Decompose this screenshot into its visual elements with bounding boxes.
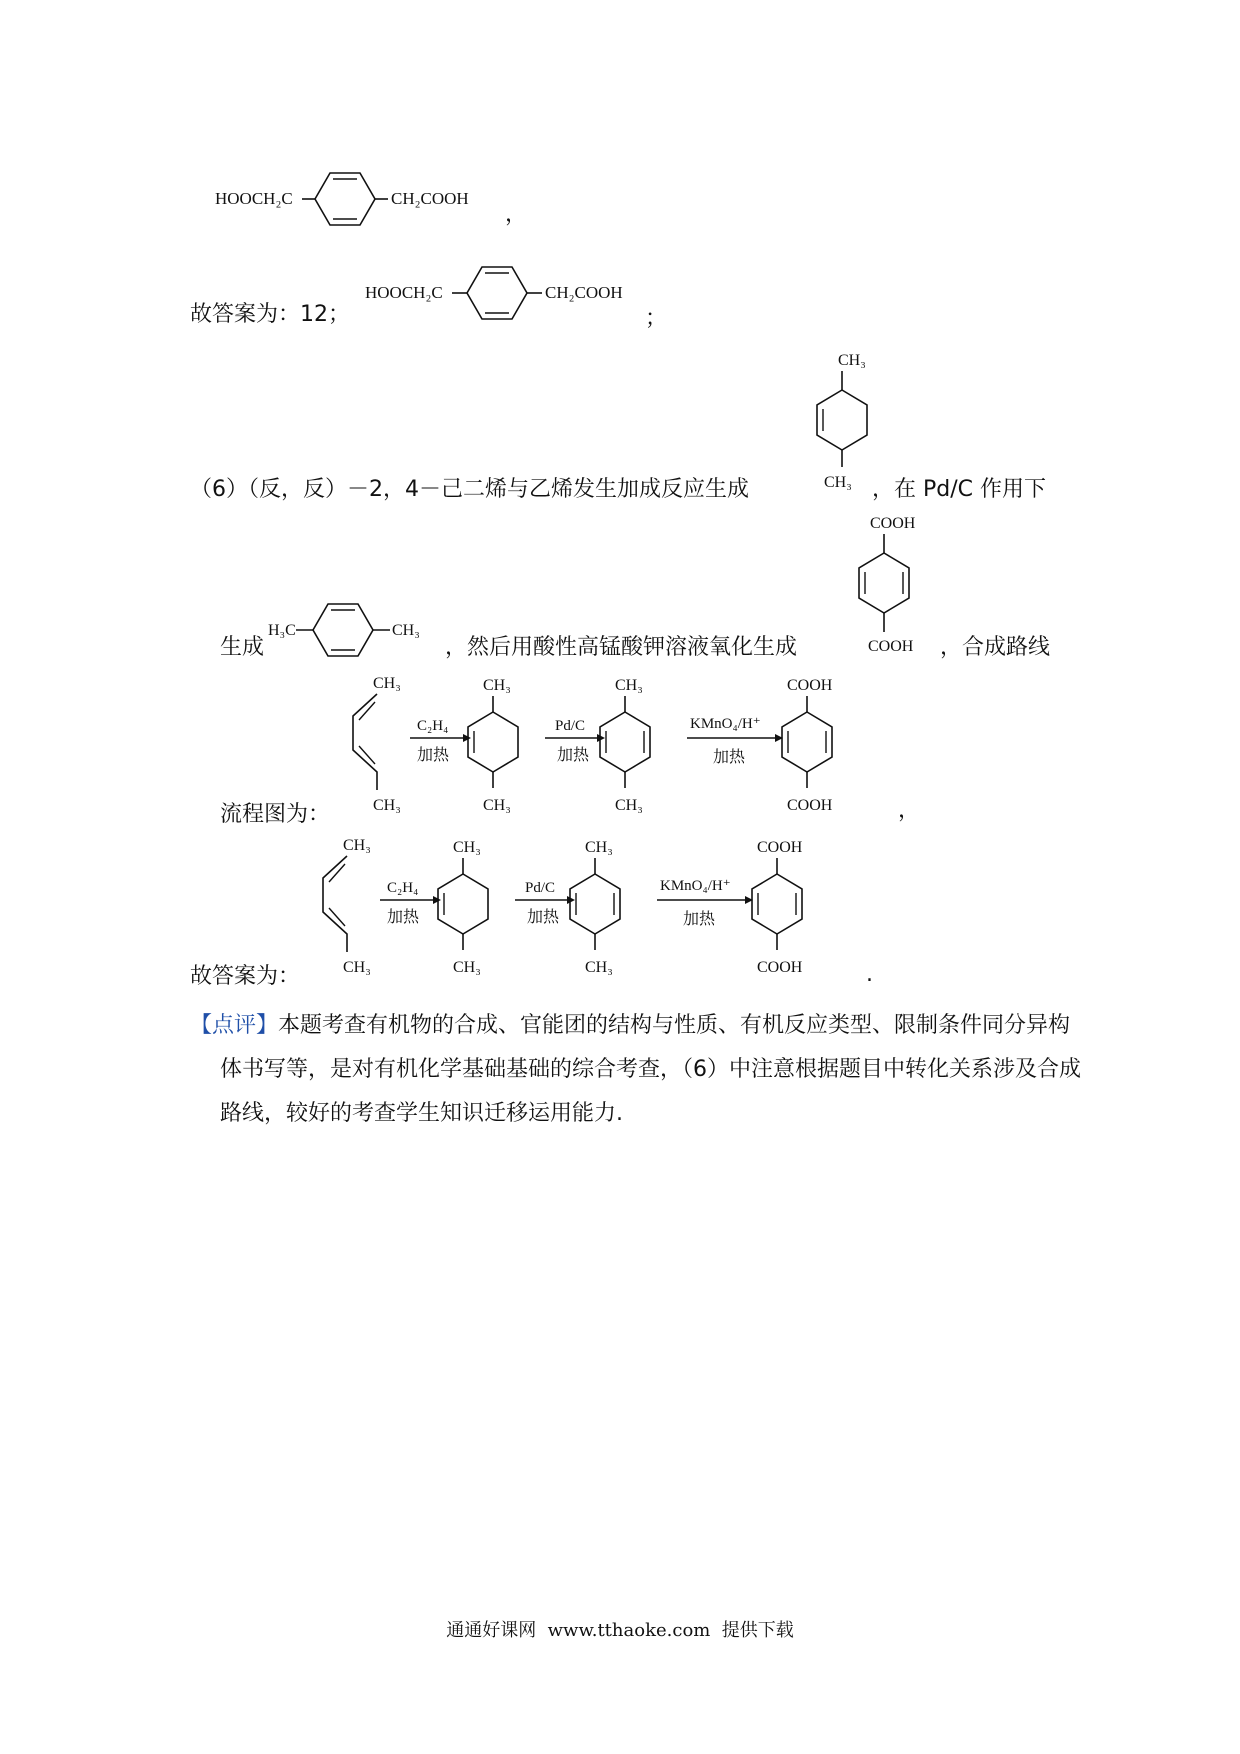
terephthalic-acid-structure <box>752 839 803 976</box>
condition-heat: 加热 <box>683 911 716 928</box>
hexadiene-structure <box>353 675 401 814</box>
answer2-prefix: 故答案为： <box>190 964 301 989</box>
flow-end: ， <box>898 798 921 823</box>
methyl-bottom-label: CH₃ <box>343 959 371 976</box>
diacid-structure <box>215 160 515 230</box>
comment-tag: 【点评】 <box>190 1013 279 1038</box>
reagent-pdc: Pd/C <box>525 880 556 896</box>
methyl-top-label: CH₃ <box>585 839 613 856</box>
diacid-structure-answer <box>365 262 668 332</box>
comment-paragraph <box>190 1004 1090 1136</box>
methyl-top-label: CH₃ <box>343 837 371 854</box>
gen-prefix: 生成 <box>220 635 265 660</box>
cooh-bottom-label: COOH <box>787 797 833 814</box>
methyl-right-label: CH₃ <box>392 622 420 639</box>
hexadiene-structure <box>323 837 371 976</box>
q6-text-start: （6）（反，反）－2，4－己二烯与乙烯发生加成反应生成 <box>190 477 749 502</box>
cooh-top-label: COOH <box>870 515 916 532</box>
gen-text-mid: ，然后用酸性高锰酸钾溶液氧化生成 <box>445 635 798 660</box>
condition-heat: 加热 <box>387 909 420 926</box>
condition-heat: 加热 <box>713 749 746 766</box>
synthesis-route-2 <box>305 830 905 995</box>
methyl-top-label: CH₃ <box>483 677 511 694</box>
p-xylene-structure <box>600 677 650 814</box>
answer2-end: . <box>866 962 873 987</box>
reagent-pdc: Pd/C <box>555 718 586 734</box>
methyl-left-label: H₃C <box>268 622 296 639</box>
methyl-top-label: CH₃ <box>838 352 866 369</box>
comma: ， <box>505 202 528 227</box>
reagent-c2h4: C₂H₄ <box>387 880 419 896</box>
cooh-top-label: COOH <box>787 677 833 694</box>
synthesis-route-1 <box>335 668 935 833</box>
condition-heat: 加热 <box>557 747 590 764</box>
answer-prefix: 故答案为：12； <box>190 302 350 327</box>
methyl-bottom-label: CH₃ <box>824 474 852 491</box>
dimethylcyclohexene-structure <box>438 839 488 976</box>
methyl-top-label: CH₃ <box>373 675 401 692</box>
diacid-left-label: HOOCH₂C <box>215 189 293 208</box>
reagent-c2h4: C₂H₄ <box>417 718 449 734</box>
comment-text: 本题考查有机物的合成、官能团的结构与性质、有机反应类型、限制条件同分异构体书写等，是对有机化学基础基础的综合考查，（6）中注意根据题目中转化关系涉及合成路线，较好的考查学生知识迁移运用能力. <box>220 1013 1081 1126</box>
methyl-bottom-label: CH₃ <box>615 797 643 814</box>
methyl-bottom-label: CH₃ <box>585 959 613 976</box>
semicolon: ； <box>645 306 668 331</box>
condition-heat: 加热 <box>527 909 560 926</box>
dimethylcyclohexene-structure <box>468 677 518 814</box>
terephthalic-acid-structure <box>840 508 940 668</box>
methyl-top-label: CH₃ <box>453 839 481 856</box>
methyl-bottom-label: CH₃ <box>453 959 481 976</box>
methyl-top-label: CH₃ <box>615 677 643 694</box>
p-xylene-structure <box>570 839 620 976</box>
dimethylcyclohexene-structure <box>800 345 880 505</box>
cooh-top-label: COOH <box>757 839 803 856</box>
methyl-bottom-label: CH₃ <box>373 797 401 814</box>
methyl-bottom-label: CH₃ <box>483 797 511 814</box>
gen-suffix: ，合成路线 <box>940 635 1051 660</box>
cooh-bottom-label: COOH <box>757 959 803 976</box>
condition-heat: 加热 <box>417 747 450 764</box>
page-footer: 通通好课网 www.tthaoke.com 提供下载 <box>446 1620 794 1641</box>
diacid-right-label: CH₂COOH <box>545 283 623 302</box>
reagent-kmno4: KMnO₄/H⁺ <box>660 878 731 894</box>
terephthalic-acid-structure <box>782 677 833 814</box>
diacid-left-label: HOOCH₂C <box>365 283 443 302</box>
reagent-kmno4: KMnO₄/H⁺ <box>690 716 761 732</box>
q6-text-mid: ，在 Pd/C 作用下 <box>872 477 1046 502</box>
cooh-bottom-label: COOH <box>868 638 914 655</box>
diacid-right-label: CH₂COOH <box>391 189 469 208</box>
p-xylene-structure <box>268 595 458 665</box>
flow-label: 流程图为： <box>220 802 331 827</box>
